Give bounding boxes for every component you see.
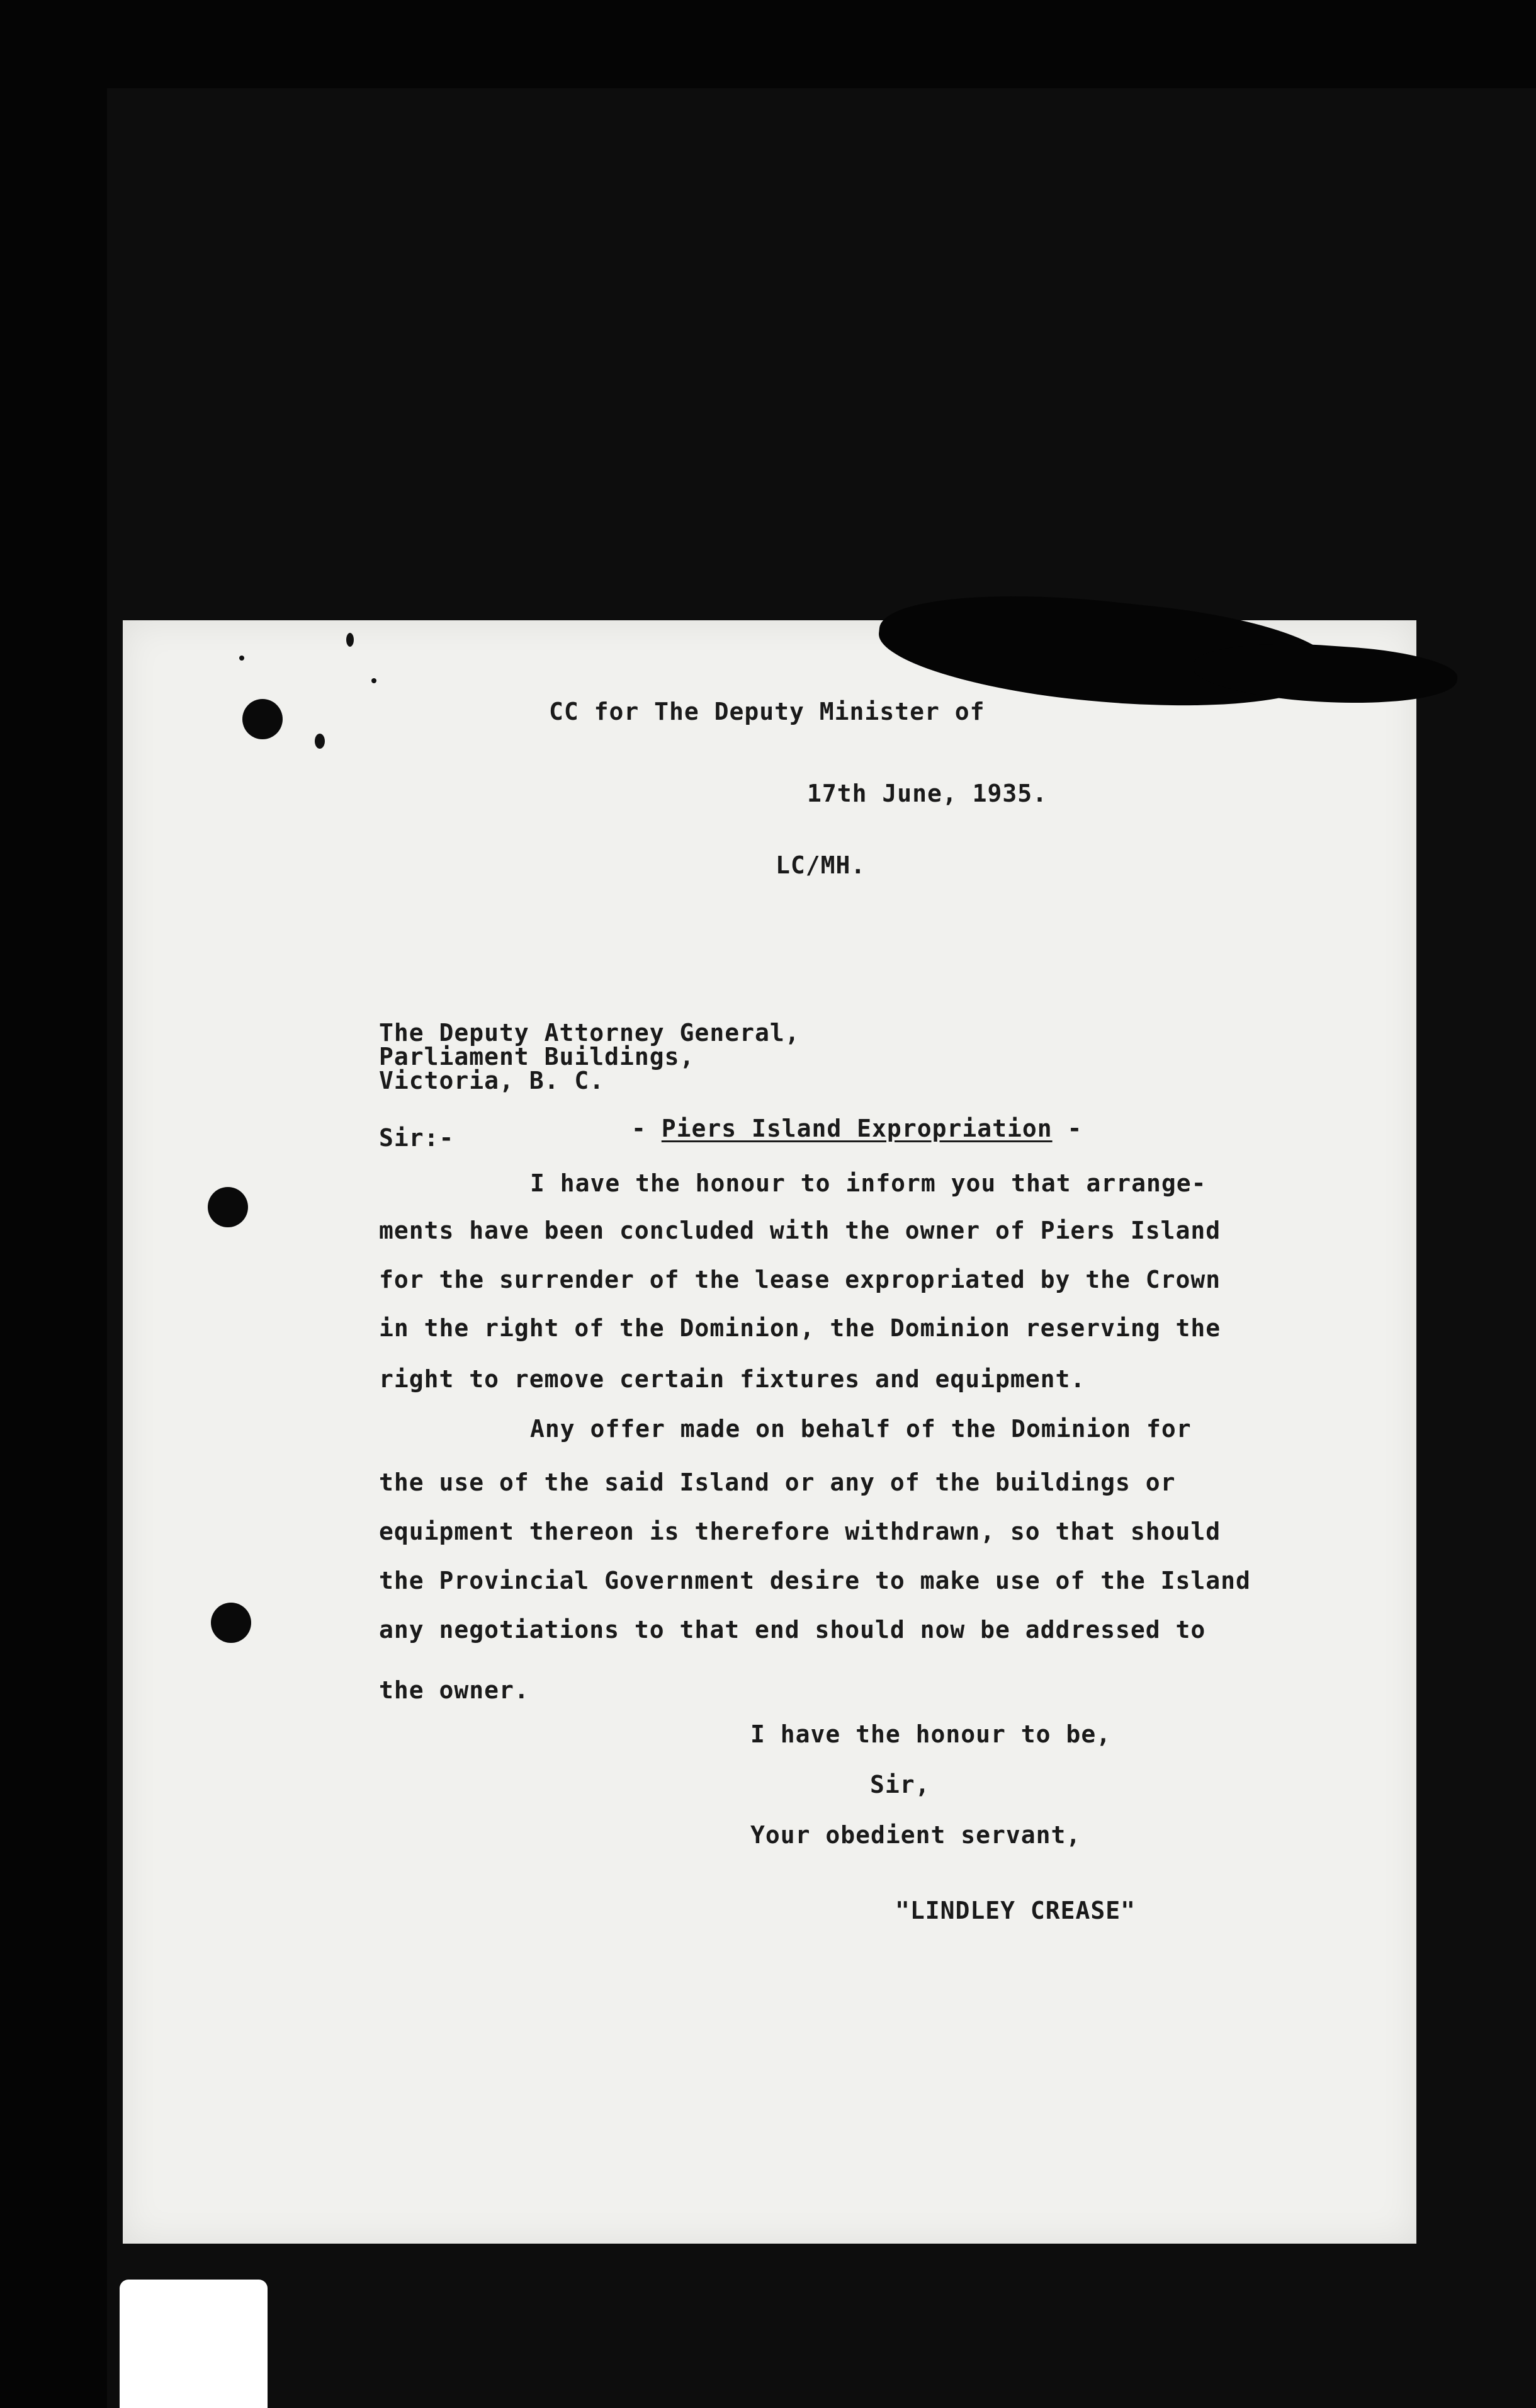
subject-line [631, 1115, 1082, 1142]
punch-hole [242, 699, 283, 739]
closing-line: Your obedient servant, [750, 1821, 1081, 1849]
salutation: Sir:- [379, 1124, 455, 1152]
speck [371, 678, 376, 683]
paragraph-2-line: Any offer made on behalf of the Dominion for [530, 1415, 1192, 1443]
addressee-line: Parliament Buildings, [379, 1043, 695, 1071]
subject-prefix: - [631, 1115, 662, 1142]
paragraph-1-line: for the surrender of the lease expropriated by the Crown [379, 1266, 1221, 1293]
paragraph-1-line: ments have been concluded with the owner of Piers Island [379, 1217, 1221, 1244]
addressee-line: The Deputy Attorney General, [379, 1019, 800, 1047]
letter-date: 17th June, 1935. [807, 780, 1048, 807]
speck [239, 656, 244, 661]
reference-code: LC/MH. [776, 851, 866, 879]
paragraph-2-line: the use of the said Island or any of the buildings or [379, 1468, 1176, 1496]
signature: "LINDLEY CREASE" [895, 1897, 1136, 1924]
subject-suffix: - [1052, 1115, 1083, 1142]
paragraph-2-line: the Provincial Government desire to make use of the Island [379, 1567, 1251, 1594]
paragraph-2-line: any negotiations to that end should now be addressed to [379, 1616, 1206, 1644]
speck [346, 633, 354, 647]
punch-hole [211, 1603, 251, 1643]
paragraph-1-line: in the right of the Dominion, the Dominion reserving the [379, 1314, 1221, 1342]
closing-line: I have the honour to be, [750, 1720, 1112, 1748]
cc-line: CC for The Deputy Minister of [549, 698, 985, 725]
subject-title: Piers Island Expropriation [661, 1115, 1053, 1142]
addressee-line: Victoria, B. C. [379, 1067, 605, 1094]
closing-line: Sir, [870, 1771, 930, 1798]
punch-hole [208, 1187, 248, 1227]
film-label-tab [120, 2280, 268, 2408]
paragraph-1-line: right to remove certain fixtures and equipment. [379, 1365, 1086, 1393]
paragraph-2-line: the owner. [379, 1676, 529, 1704]
paragraph-1-line: I have the honour to inform you that arrange- [530, 1169, 1207, 1197]
paragraph-2-line: equipment thereon is therefore withdrawn, so that should [379, 1518, 1221, 1545]
speck [315, 734, 325, 749]
